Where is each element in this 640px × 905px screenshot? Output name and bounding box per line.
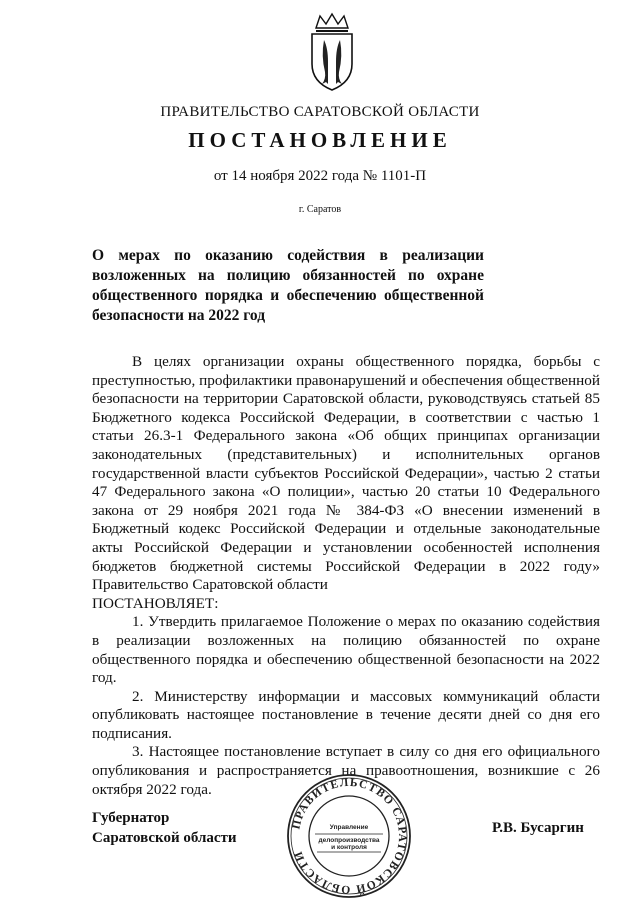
signatory-position-line1: Губернатор (92, 810, 170, 826)
document-body (92, 353, 600, 799)
document-city: г. Саратов (298, 204, 342, 215)
organization-name: ПРАВИТЕЛЬСТВО САРАТОВСКОЙ ОБЛАСТИ (160, 104, 480, 120)
resolution-item: 1. Утвердить прилагаемое Положение о мерах по оказанию содействия в реализации возложенных на полицию обязанностей по охране общественного порядка и обеспечению общественной безопасности на 2022 год. (92, 613, 600, 687)
document-title: О мерах по оказанию содействия в реализации возложенных на полицию обязанностей по охране общественного порядка и обеспечению общественной безопасности на 2022 год (92, 247, 484, 324)
signatory-name: Р.В. Бусаргин (492, 820, 584, 836)
stamp-inner-line3: и контроля (331, 844, 367, 851)
stamp-outer-text: ПРАВИТЕЛЬСТВО САРАТОВСКОЙ ОБЛАСТИ (290, 776, 409, 896)
stamp-inner-line2: делопроизводства (318, 837, 380, 844)
stamp-inner-line1: Управление (329, 824, 369, 831)
saratov-coat-of-arms-icon (304, 12, 360, 92)
signatory-position (92, 808, 237, 848)
resolution-item: 3. Настоящее постановление вступает в силу со дня его официального опубликования и распространяется на правоотношения, возникшие с 26 октября 2022 года. (92, 743, 600, 798)
signatory-position-line2: Саратовской области (92, 830, 237, 846)
resolves-heading: ПОСТАНОВЛЯЕТ: (92, 594, 219, 612)
document-type: ПОСТАНОВЛЕНИЕ (188, 128, 452, 152)
resolution-item: 2. Министерству информации и массовых коммуникаций области опубликовать настоящее постановление в течение десяти дней со дня его подписания. (92, 687, 600, 742)
preamble-paragraph: В целях организации охраны общественного порядка, борьбы с преступностью, профилактики правонарушений и обеспечения общественной безопасности на территории Саратовской области, руководствуясь статьей 85 Бюджетного кодекса Российской Федерации, в соответствии с частью 1 статьи 26.3-1 Федерального закона «Об общих принципах организации законодательных (представительных) и исполнительных органов государственной власти субъектов Российской Федерации», частью 2 статьи 47 Федерального закона «О полиции», частью 20 статьи 10 Федерального закона от 29 ноября 2021 года № 384-ФЗ «О внесении изменений в Бюджетный кодекс Российской Федерации и отдельные законодательные акты Российской Федерации и установлении особенностей исполнения бюджетов бюджетной системы Российской Федерации в 2022 году» Правительство Саратовской области (92, 353, 600, 594)
official-stamp-icon (285, 772, 413, 900)
document-date-number: от 14 ноября 2022 года № 1101-П (213, 168, 427, 184)
